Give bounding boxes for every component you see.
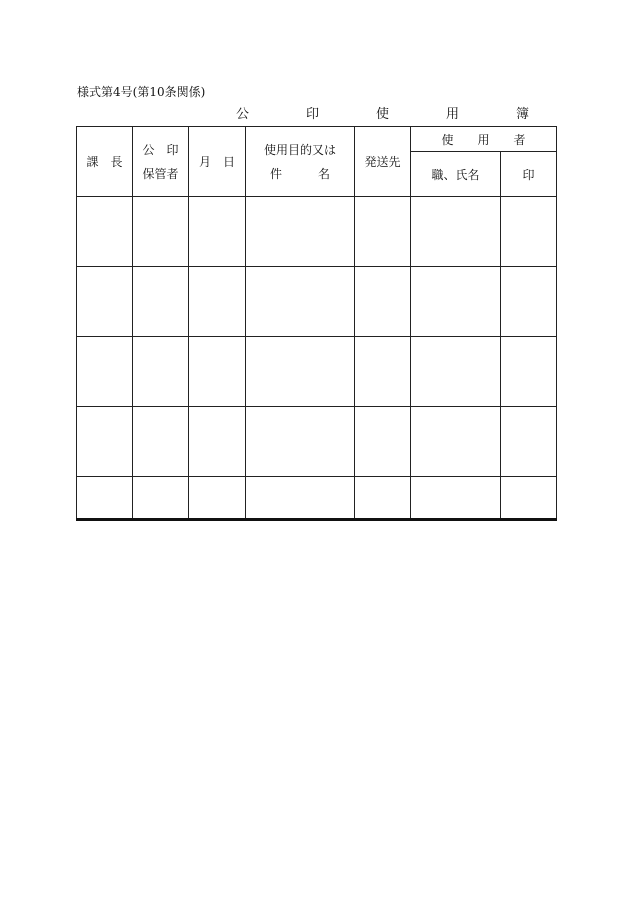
table-row <box>77 197 557 267</box>
cell-user-title-name <box>411 337 501 407</box>
cell-date <box>189 267 246 337</box>
cell-user-title-name <box>411 407 501 477</box>
cell-section-chief <box>77 197 133 267</box>
header-seal-keeper <box>133 127 189 197</box>
cell-section-chief <box>77 407 133 477</box>
header-purpose-line1: 使用目的又は <box>263 142 336 157</box>
page-title: 公 印 使 用 簿 <box>236 107 552 122</box>
cell-user-seal <box>501 267 557 337</box>
cell-purpose <box>246 197 355 267</box>
header-purpose-line2: 件 名 <box>269 166 330 181</box>
header-user-group-label: 使 用 者 <box>441 132 526 147</box>
header-purpose <box>246 127 355 197</box>
cell-purpose <box>246 267 355 337</box>
cell-purpose <box>246 477 355 520</box>
header-section-chief-label: 課 長 <box>86 155 123 169</box>
cell-user-seal <box>501 407 557 477</box>
header-user-title-name-label: 職、氏名 <box>431 167 480 182</box>
table-row <box>77 477 557 520</box>
cell-date <box>189 477 246 520</box>
cell-section-chief <box>77 267 133 337</box>
header-date <box>189 127 246 197</box>
cell-date <box>189 337 246 407</box>
header-seal-keeper-line1: 公 印 <box>142 142 179 157</box>
table-row <box>77 337 557 407</box>
cell-user-title-name <box>411 267 501 337</box>
header-destination <box>355 127 411 197</box>
seal-usage-ledger-table <box>76 126 557 520</box>
cell-seal-keeper <box>133 197 189 267</box>
table-row <box>77 267 557 337</box>
table-bottom-rule <box>76 518 557 521</box>
header-row-top <box>77 127 557 152</box>
cell-user-title-name <box>411 197 501 267</box>
header-destination-label: 発送先 <box>364 155 401 169</box>
cell-user-seal <box>501 477 557 520</box>
cell-destination <box>355 337 411 407</box>
cell-seal-keeper <box>133 407 189 477</box>
cell-user-seal <box>501 337 557 407</box>
cell-destination <box>355 267 411 337</box>
cell-seal-keeper <box>133 267 189 337</box>
header-date-label: 月 日 <box>198 155 235 169</box>
cell-purpose <box>246 337 355 407</box>
header-user-seal-label: 印 <box>522 167 535 182</box>
header-section-chief <box>77 127 133 197</box>
form-number-label: 様式第4号(第10条関係) <box>77 85 206 99</box>
header-user-title-name <box>411 152 501 197</box>
cell-date <box>189 407 246 477</box>
table-row <box>77 407 557 477</box>
header-user-seal <box>501 152 557 197</box>
cell-seal-keeper <box>133 337 189 407</box>
cell-purpose <box>246 407 355 477</box>
cell-section-chief <box>77 477 133 520</box>
cell-destination <box>355 477 411 520</box>
header-user-group <box>411 127 557 152</box>
header-seal-keeper-line2: 保管者 <box>142 166 179 181</box>
cell-destination <box>355 407 411 477</box>
cell-seal-keeper <box>133 477 189 520</box>
cell-user-title-name <box>411 477 501 520</box>
cell-destination <box>355 197 411 267</box>
cell-section-chief <box>77 337 133 407</box>
cell-date <box>189 197 246 267</box>
cell-user-seal <box>501 197 557 267</box>
